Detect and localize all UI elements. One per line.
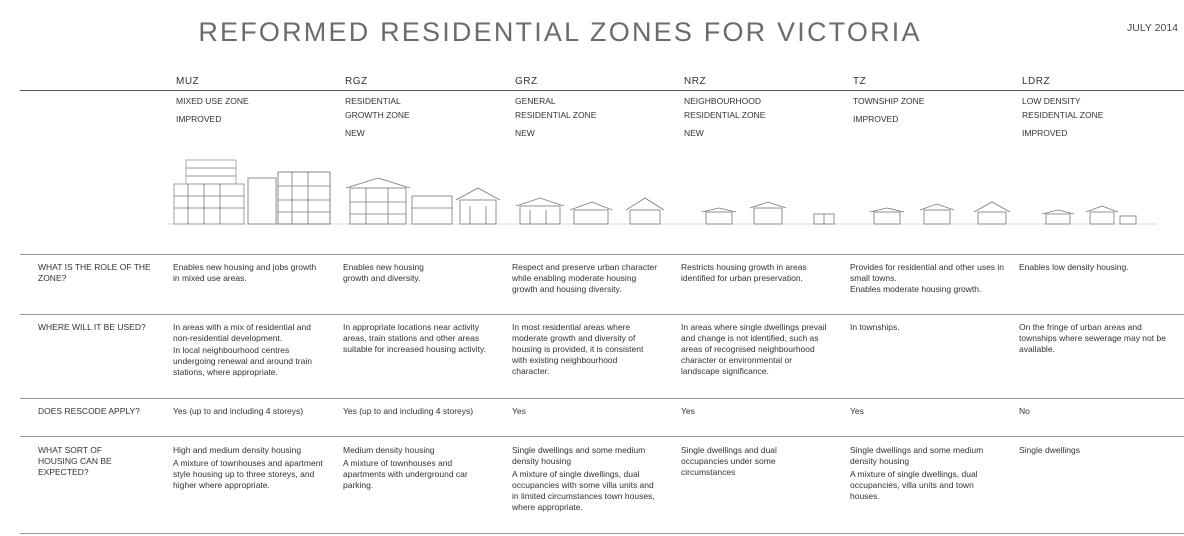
zone-code-nrz: NRZ	[684, 76, 707, 87]
zone-name-nrz: NEIGHBOURHOOD RESIDENTIAL ZONE	[684, 96, 766, 120]
row-question: WHAT SORT OF HOUSING CAN BE EXPECTED?	[38, 445, 112, 477]
nrz-houses-icon	[702, 202, 834, 224]
row-answer-nrz: In areas where single dwellings prevail and change is not identified, such as areas of recognised neighbourhood character or environmental or landscape significance.	[681, 322, 827, 376]
zone-code-grz: GRZ	[515, 76, 538, 87]
row-answer-rgz: Yes (up to and including 4 storeys)	[343, 406, 474, 416]
row-answer-ldrz: Single dwellings	[1019, 445, 1080, 455]
zone-name-tz: TOWNSHIP ZONE	[853, 96, 925, 106]
row-answer-muz: Yes (up to and including 4 storeys)	[173, 406, 304, 416]
row-question: WHAT IS THE ROLE OF THE ZONE?	[38, 262, 151, 283]
zone-status-ldrz: IMPROVED	[1022, 128, 1068, 138]
row-divider	[20, 436, 1184, 437]
row-answer-rgz: In appropriate locations near activity areas, train stations and other areas suitable for increased housing activity.	[343, 322, 487, 354]
row-divider	[20, 314, 1184, 315]
zone-status-grz: NEW	[515, 128, 535, 138]
row-answer-muz: High and medium density housing A mixture of townhouses and apartment style housing up to three storeys, and higher where appropriate.	[173, 445, 323, 490]
row-answer-nrz: Single dwellings and dual occupancies under some circumstances	[681, 445, 777, 477]
grz-houses-icon	[516, 198, 664, 224]
row-answer-muz: In areas with a mix of residential and non-residential development. In local neighbourhood centres undergoing renewal and around train stations, where appropriate.	[173, 322, 312, 377]
row-answer-ldrz: No	[1019, 406, 1030, 416]
zone-code-rgz: RGZ	[345, 76, 368, 87]
zone-status-tz: IMPROVED	[853, 114, 899, 124]
header-divider	[20, 90, 1184, 91]
zone-name-ldrz: LOW DENSITY RESIDENTIAL ZONE	[1022, 96, 1104, 120]
row-answer-muz: Enables new housing and jobs growth in mixed use areas.	[173, 262, 317, 283]
tz-houses-icon	[870, 202, 1010, 224]
zone-code-muz: MUZ	[176, 76, 200, 87]
page-title: REFORMED RESIDENTIAL ZONES FOR VICTORIA	[198, 17, 922, 47]
row-answer-ldrz: On the fringe of urban areas and townships where sewerage may not be available.	[1019, 322, 1166, 354]
ldrz-houses-icon	[1042, 206, 1136, 224]
zone-name-grz: GENERAL RESIDENTIAL ZONE	[515, 96, 597, 120]
row-question: DOES RESCODE APPLY?	[38, 406, 140, 416]
row-question: WHERE WILL IT BE USED?	[38, 322, 146, 332]
publication-date: JULY 2014	[1127, 22, 1178, 34]
zone-status-rgz: NEW	[345, 128, 365, 138]
row-answer-grz: In most residential areas where moderate growth and diversity of housing is provided, it is consistent with existing neighbourhood character.	[512, 322, 644, 376]
row-divider	[20, 398, 1184, 399]
zone-code-ldrz: LDRZ	[1022, 76, 1051, 87]
row-answer-grz: Respect and preserve urban character while enabling moderate housing growth and housing diversity.	[512, 262, 658, 294]
rgz-buildings-icon	[346, 178, 500, 224]
row-answer-nrz: Restricts housing growth in areas identified for urban preservation.	[681, 262, 807, 283]
zone-status-muz: IMPROVED	[176, 114, 222, 124]
row-divider	[20, 254, 1184, 255]
zone-name-muz: MIXED USE ZONE	[176, 96, 249, 106]
row-answer-grz: Yes	[512, 406, 526, 416]
streetscape-illustration	[168, 152, 1160, 232]
row-answer-tz: Single dwellings and some medium density housing A mixture of single dwellings, dual occupancies, villa units and town houses.	[850, 445, 984, 501]
row-answer-grz: Single dwellings and some medium density housing A mixture of single dwellings, dual occupancies with some villa units and in limited circumstances town houses, where appropriate.	[512, 445, 655, 512]
row-answer-tz: Yes	[850, 406, 864, 416]
zone-name-rgz: RESIDENTIAL GROWTH ZONE	[345, 96, 410, 120]
row-answer-tz: In townships.	[850, 322, 900, 332]
zone-code-tz: TZ	[853, 76, 867, 87]
row-answer-nrz: Yes	[681, 406, 695, 416]
muz-buildings-icon	[174, 160, 330, 224]
row-answer-rgz: Enables new housing growth and diversity.	[343, 262, 424, 283]
row-divider	[20, 533, 1184, 534]
row-answer-ldrz: Enables low density housing.	[1019, 262, 1129, 272]
row-answer-tz: Provides for residential and other uses in small towns. Enables moderate housing growth.	[850, 262, 1005, 294]
row-answer-rgz: Medium density housing A mixture of townhouses and apartments with underground car parking.	[343, 445, 468, 490]
zone-status-nrz: NEW	[684, 128, 704, 138]
